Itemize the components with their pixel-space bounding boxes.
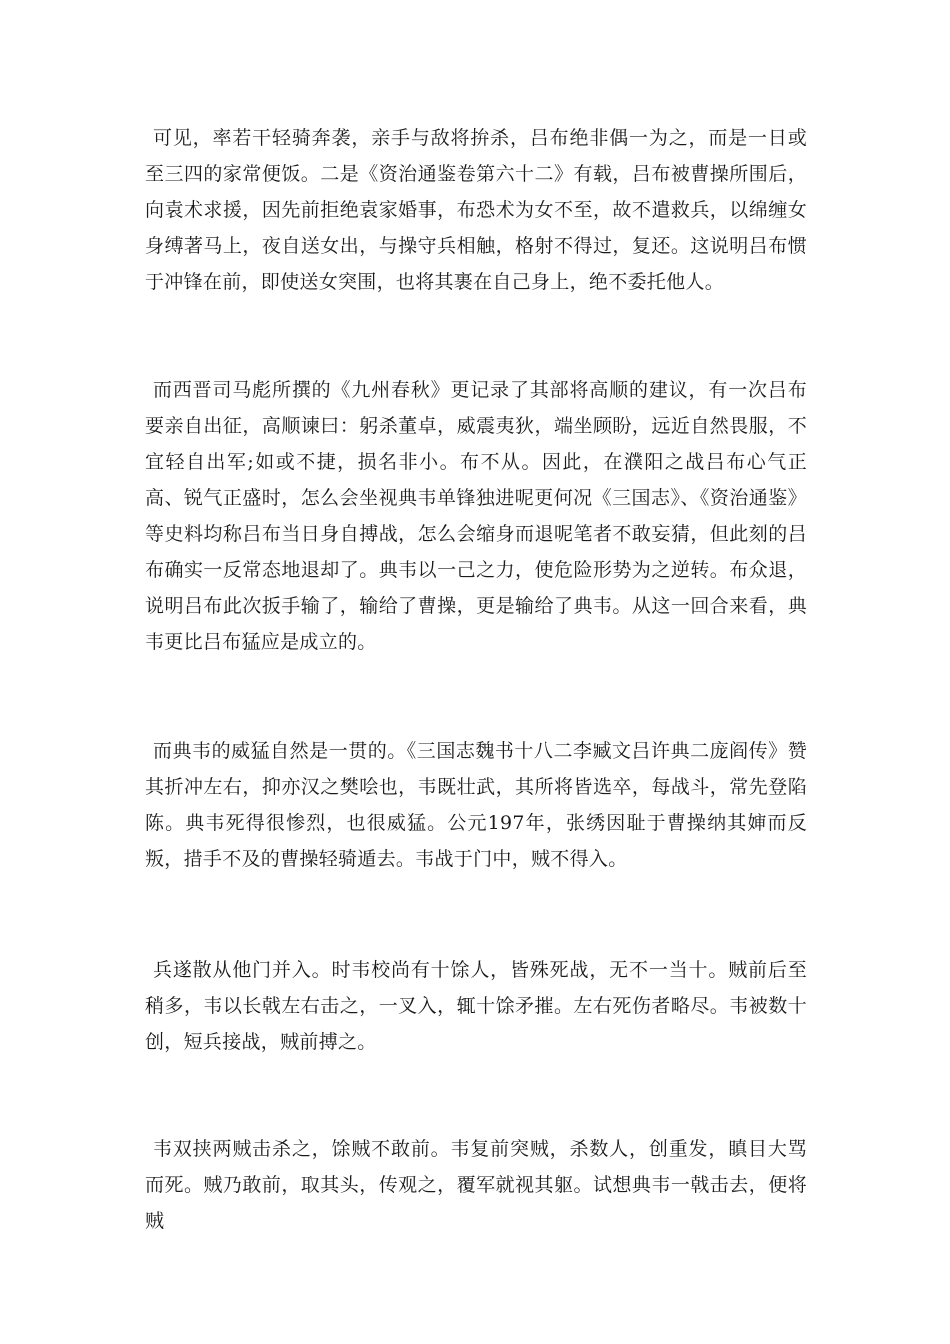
paragraph: 韦双挟两贼击杀之，馀贼不敢前。韦复前突贼，杀数人，创重发，瞋目大骂而死。贼乃敢前，取其头，传观之，覆军就视其躯。试想典韦一戟击去，便将贼 [145, 1138, 807, 1232]
paragraph: 而西晋司马彪所撰的《九州春秋》更记录了其部将高顺的建议，有一次吕布要亲自出征，高顺谏曰：躬杀董卓，威震夷狄，端坐顾盼，远近自然畏服，不宜轻自出军;如或不捷，损名非小。布不从。因此，在濮阳之战吕布心气正高、锐气正盛时，怎么会坐视典韦单锋独进呢更何况《三国志》、《资治通鉴》等史料均称吕布当日身自搏战，怎么会缩身而退呢笔者不敢妄猜，但此刻的吕布确实一反常态地退却了。典韦以一己之力，使危险形势为之逆转。布众退，说明吕布此次扳手输了，输给了曹操，更是输给了典韦。从这一回合来看，典韦更比吕布猛应是成立的。 [145, 379, 807, 653]
paragraph: 兵遂散从他门并入。时韦校尚有十馀人，皆殊死战，无不一当十。贼前后至稍多，韦以长戟左右击之，一叉入，辄十馀矛摧。左右死伤者略尽。韦被数十创，短兵接战，贼前搏之。 [145, 959, 807, 1053]
paragraph: 而典韦的威猛自然是一贯的。《三国志魏书十八二李臧文吕许典二庞阎传》赞其折冲左右，抑亦汉之樊哙也，韦既壮武，其所将皆选卒，每战斗，常先登陷陈。典韦死得很惨烈，也很威猛。公元197年，张绣因耻于曹操纳其婶而反叛，措手不及的曹操轻骑遁去。韦战于门中，贼不得入。 [145, 740, 807, 870]
paragraph: 可见，率若干轻骑奔袭，亲手与敌将拚杀，吕布绝非偶一为之，而是一日或至三四的家常便饭。二是《资治通鉴卷第六十二》有载，吕布被曹操所围后，向袁术求援，因先前拒绝袁家婚事，布恐术为女不至，故不遣救兵，以绵缠女身缚著马上，夜自送女出，与操守兵相触，格射不得过，复还。这说明吕布惯于冲锋在前，即使送女突围，也将其裹在自己身上，绝不委托他人。 [145, 127, 807, 293]
